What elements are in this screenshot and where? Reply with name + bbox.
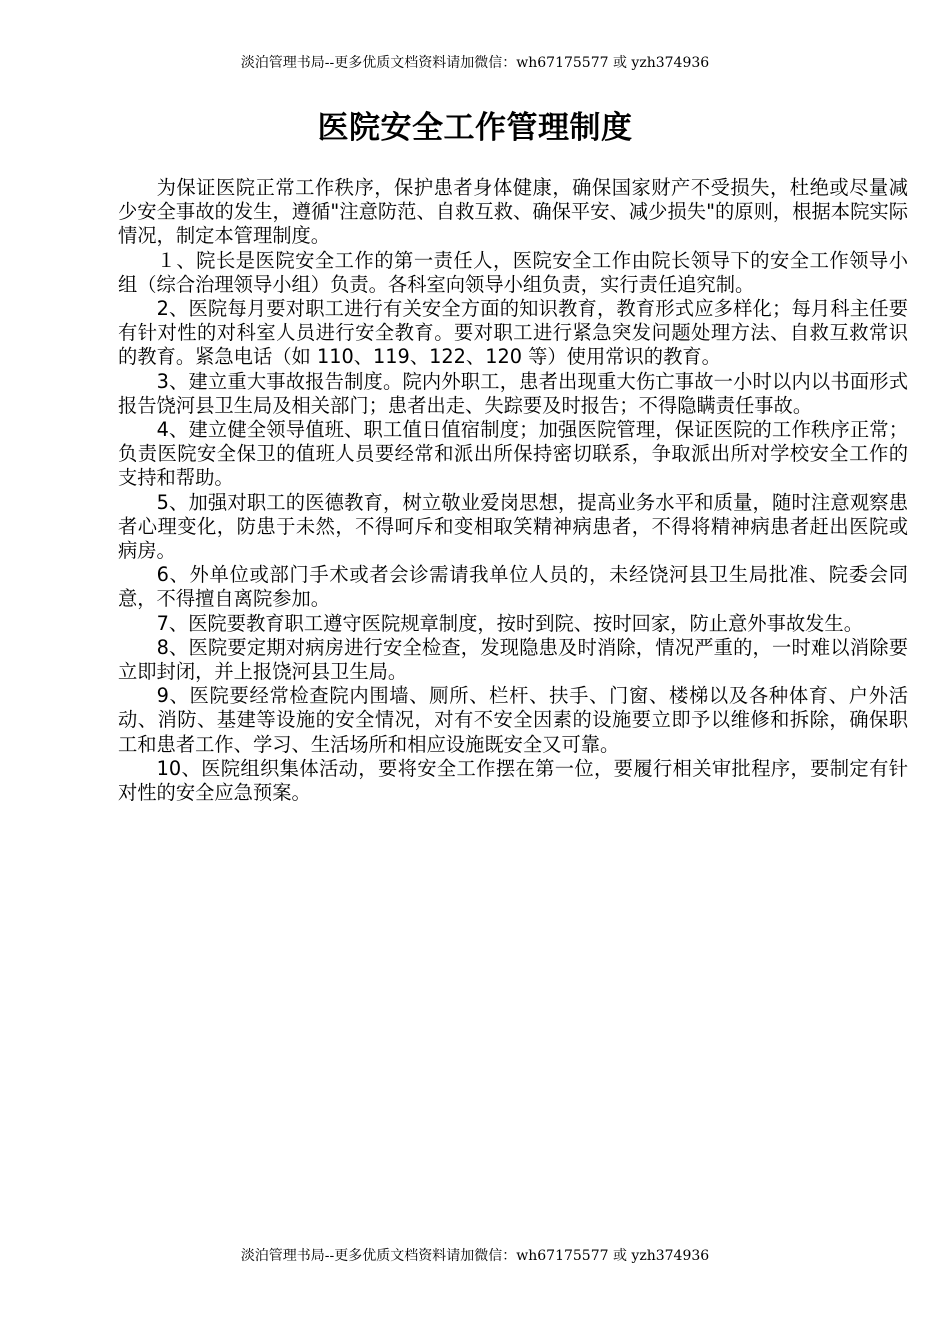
rule-paragraph-4: 4、建立健全领导值班、职工值日值宿制度；加强医院管理，保证医院的工作秩序正常；负责医院安全保卫的值班人员要经常和派出所保持密切联系，争取派出所对学校安全工作的支持和帮助。 <box>118 418 908 490</box>
rule-paragraph-5: 5、加强对职工的医德教育，树立敬业爱岗思想，提高业务水平和质量，随时注意观察患者心理变化，防患于未然，不得呵斥和变相取笑精神病患者，不得将精神病患者赶出医院或病房。 <box>118 490 908 563</box>
rule-paragraph-10: 10、医院组织集体活动，要将安全工作摆在第一位，要履行相关审批程序，要制定有针对性的安全应急预案。 <box>118 756 908 805</box>
rule-paragraph-3: 3、建立重大事故报告制度。院内外职工，患者出现重大伤亡事故一小时以内以书面形式报告饶河县卫生局及相关部门；患者出走、失踪要及时报告；不得隐瞒责任事故。 <box>118 369 908 417</box>
document-title: 医院安全工作管理制度 <box>317 110 633 146</box>
rule-paragraph-7: 7、医院要教育职工遵守医院规章制度，按时到院、按时回家，防止意外事故发生。 <box>156 611 863 635</box>
rule-paragraph-1: １、院长是医院安全工作的第一责任人，医院安全工作由院长领导下的安全工作领导小组（综合治理领导小组）负责。各科室向领导小组负责，实行责任追究制。 <box>118 248 908 296</box>
document-body <box>118 176 908 805</box>
page-header: 淡泊管理书局--更多优质文档资料请加微信：wh67175577 或 yzh374936 <box>240 55 710 71</box>
rule-paragraph-2: 2、医院每月要对职工进行有关安全方面的知识教育，教育形式应多样化；每月科主任要有针对性的对科室人员进行安全教育。要对职工进行紧急突发问题处理方法、自救互救常识的教育。紧急电话（如 110、119、122、120 等）使用常识的教育。 <box>118 297 908 369</box>
page-footer: 淡泊管理书局--更多优质文档资料请加微信：wh67175577 或 yzh374936 <box>240 1248 710 1264</box>
rule-paragraph-6: 6、外单位或部门手术或者会诊需请我单位人员的，未经饶河县卫生局批准、院委会同意，不得擅自离院参加。 <box>118 563 908 611</box>
intro-paragraph: 为保证医院正常工作秩序，保护患者身体健康，确保国家财产不受损失，杜绝或尽量减少安全事故的发生，遵循"注意防范、自救互救、确保平安、减少损失"的原则，根据本院实际情况，制定本管理制度。 <box>118 176 908 248</box>
rule-paragraph-9: 9、医院要经常检查院内围墙、厕所、栏杆、扶手、门窗、楼梯以及各种体育、户外活动、消防、基建等设施的安全情况，对有不安全因素的设施要立即予以维修和拆除，确保职工和患者工作、学习、生活场所和相应设施既安全又可靠。 <box>118 684 908 756</box>
rule-paragraph-8: 8、医院要定期对病房进行安全检查，发现隐患及时消除，情况严重的，一时难以消除要立即封闭，并上报饶河县卫生局。 <box>118 635 908 684</box>
